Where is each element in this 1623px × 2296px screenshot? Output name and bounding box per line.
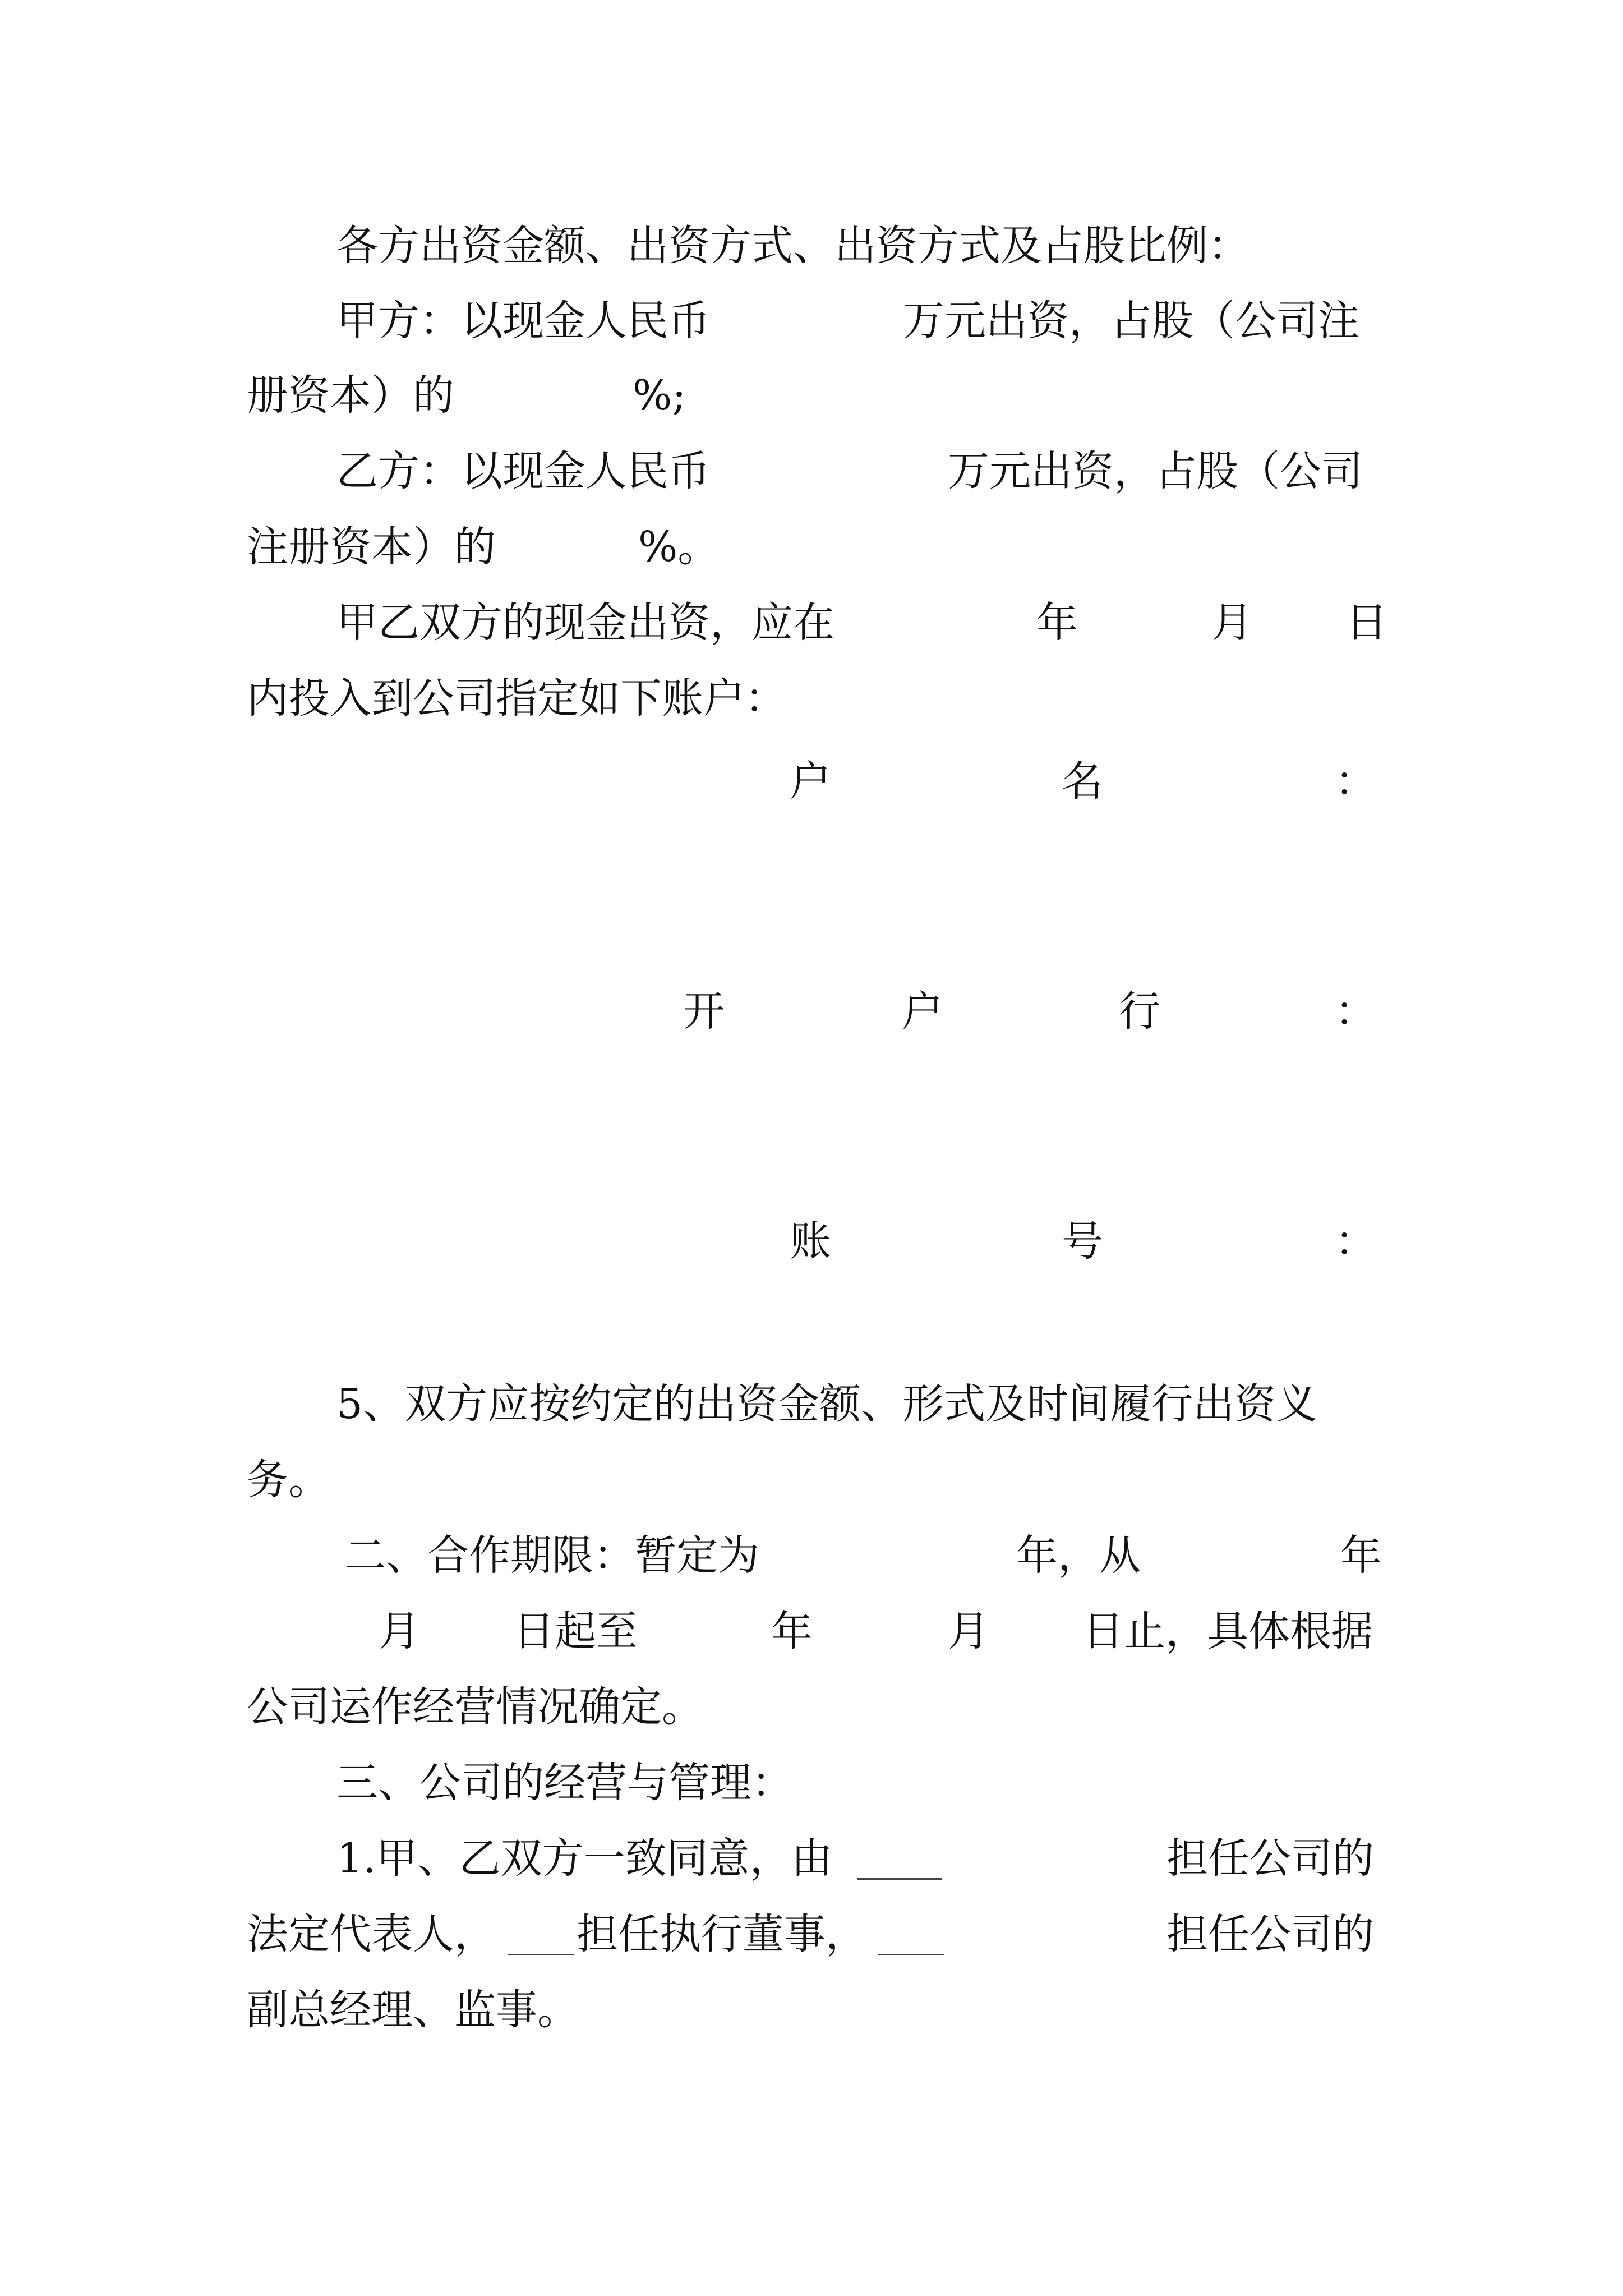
management-item-2c: 担任公司的	[1166, 1910, 1374, 1958]
party-b-text-3: 注册资本）的	[247, 523, 496, 571]
term-text-1: 二、合作期限：暂定为	[344, 1531, 759, 1580]
bank-colon: ：	[1335, 987, 1376, 1036]
bank-char-1: 开	[683, 987, 725, 1036]
deposit-year: 年	[1036, 599, 1078, 647]
term-month-2: 月	[948, 1607, 989, 1655]
account-name-char-2: 名	[1062, 757, 1103, 806]
deposit-day: 日	[1346, 599, 1387, 647]
management-item-1b: 担任公司的	[1166, 1834, 1374, 1883]
term-year-2: 年	[771, 1607, 813, 1655]
obligation-text-1: 5、双方应按约定的出资金额、形式及时间履行出资义	[336, 1380, 1318, 1428]
management-item-3: 副总经理、监事。	[247, 1986, 579, 2034]
term-text-3: 日起至	[513, 1607, 638, 1655]
account-no-char-2: 号	[1062, 1217, 1103, 1266]
term-month-1: 月	[379, 1607, 420, 1655]
obligation-text-2: 务。	[247, 1456, 330, 1504]
bank-char-2: 户	[902, 987, 943, 1036]
account-name-char-1: 户	[790, 757, 831, 806]
account-no-char-1: 账	[790, 1217, 831, 1266]
account-name-colon: ：	[1335, 757, 1376, 806]
party-b-percent: %。	[638, 523, 720, 571]
management-item-1a: 1.甲、乙双方一致同意，由	[336, 1834, 833, 1883]
deposit-text-2: 内投入到公司指定如下账户：	[247, 674, 786, 723]
management-item-2b: 担任执行董事，	[577, 1910, 867, 1958]
deposit-month: 月	[1211, 599, 1253, 647]
account-no-colon: ：	[1335, 1217, 1376, 1266]
party-a-text-2: 万元出资，占股（公司注	[903, 297, 1359, 345]
blank-director	[508, 1917, 574, 1955]
party-b-text-1: 乙方：以现金人民币	[336, 447, 710, 495]
term-text-4: 日止，具体根据	[1082, 1607, 1373, 1655]
party-b-text-2: 万元出资，占股（公司	[948, 447, 1363, 495]
term-text-5: 公司运作经营情况确定。	[247, 1683, 703, 1731]
management-item-2a: 法定代表人，	[247, 1910, 496, 1958]
blank-legal-rep	[857, 1841, 942, 1880]
management-title: 三、公司的经营与管理：	[336, 1759, 793, 1807]
term-text-2: 年，从	[1016, 1531, 1141, 1580]
blank-supervisor	[878, 1917, 944, 1955]
party-a-percent: %;	[633, 371, 686, 420]
paragraph-capital-intro: 各方出资金额、出资方式、出资方式及占股比例：	[336, 222, 1249, 270]
bank-char-3: 行	[1119, 987, 1160, 1036]
party-a-text-1: 甲方：以现金人民币	[336, 297, 710, 345]
term-year-1: 年	[1340, 1531, 1382, 1580]
party-a-text-3: 册资本）的	[247, 371, 454, 420]
deposit-text-1: 甲乙双方的现金出资，应在	[336, 599, 834, 647]
